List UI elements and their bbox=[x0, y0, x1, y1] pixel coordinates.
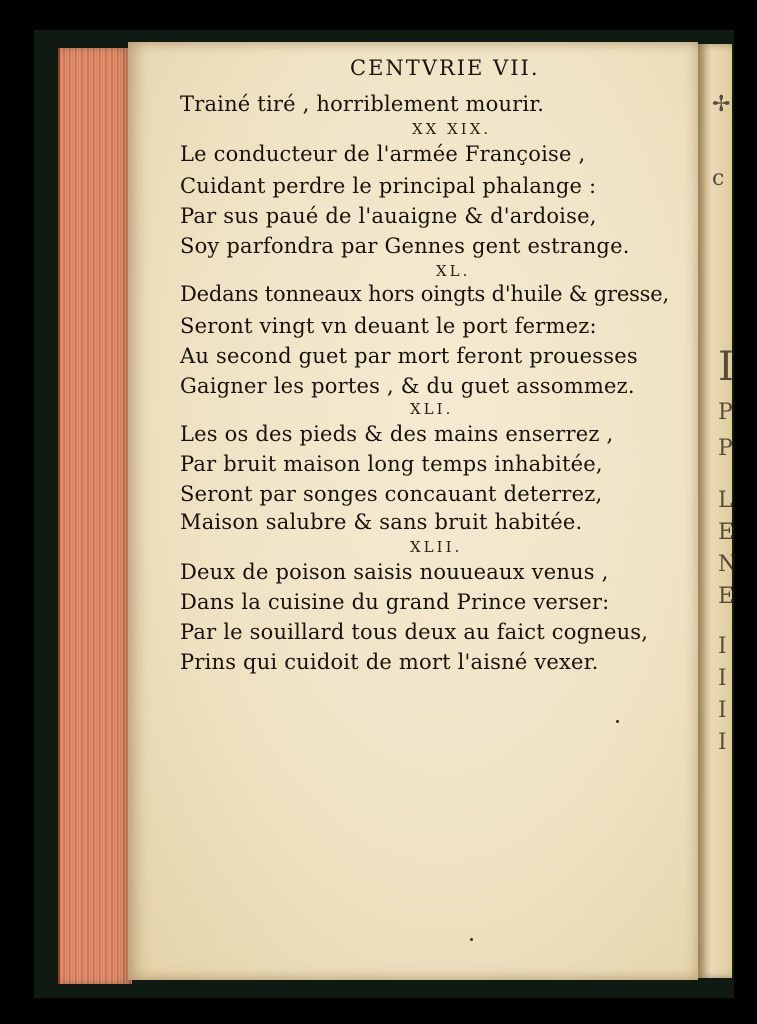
verse-line: Par le souillard tous deux au faict cogneus, bbox=[180, 620, 649, 644]
facing-page-letter: N bbox=[718, 552, 738, 577]
verse-line: Par sus paué de l'auaigne & d'ardoise, bbox=[180, 204, 597, 228]
verse-line: Le conducteur de l'armée Françoise , bbox=[180, 142, 586, 166]
facing-page-letter: E bbox=[718, 520, 735, 545]
facing-page-letter: P bbox=[718, 436, 733, 461]
facing-page-letter: P bbox=[718, 400, 733, 425]
facing-page-letter: I bbox=[718, 730, 727, 755]
verse-line: Les os des pieds & des mains enserrez , bbox=[180, 422, 614, 446]
facing-page-ornament: ✢ bbox=[712, 92, 731, 117]
page-edges bbox=[58, 48, 132, 984]
verse-line: Deux de poison saisis nouueaux venus , bbox=[180, 560, 609, 584]
ink-speck bbox=[470, 938, 473, 941]
facing-page bbox=[698, 44, 738, 978]
quatrain-number: XX XIX. bbox=[412, 120, 492, 138]
facing-page-letter: E bbox=[718, 584, 735, 609]
verse-line: Dans la cuisine du grand Prince verser: bbox=[180, 590, 610, 614]
facing-page-initial: I bbox=[718, 344, 734, 390]
verse-line: Gaigner les portes , & du guet assommez. bbox=[180, 374, 635, 398]
facing-page-letter: I bbox=[718, 666, 727, 691]
quatrain-number: XL. bbox=[436, 262, 471, 280]
quatrain-number: XLII. bbox=[410, 538, 463, 556]
verse-line: Par bruit maison long temps inhabitée, bbox=[180, 452, 603, 476]
running-header: CENTVRIE VII. bbox=[350, 56, 540, 80]
quatrain-number: XLI. bbox=[410, 400, 454, 418]
verse-line: Seront vingt vn deuant le port fermez: bbox=[180, 314, 597, 338]
verse-line: Prins qui cuidoit de mort l'aisné vexer. bbox=[180, 650, 599, 674]
first-line: Trainé tiré , horriblement mourir. bbox=[180, 92, 545, 116]
verse-line: Maison salubre & sans bruit habitée. bbox=[180, 510, 583, 534]
verse-line: Cuidant perdre le principal phalange : bbox=[180, 174, 597, 198]
facing-page-letter: I bbox=[718, 634, 727, 659]
facing-page-letter: L bbox=[718, 488, 733, 513]
verse-line: Seront par songes concauant deterrez, bbox=[180, 482, 603, 506]
verse-line: Dedans tonneaux hors oingts d'huile & gresse, bbox=[180, 282, 669, 306]
facing-page-mark: c bbox=[712, 166, 725, 191]
verse-line: Soy parfondra par Gennes gent estrange. bbox=[180, 234, 630, 258]
facing-page-letter: I bbox=[718, 698, 727, 723]
ink-speck bbox=[616, 720, 619, 723]
verse-line: Au second guet par mort feront prouesses bbox=[180, 344, 638, 368]
